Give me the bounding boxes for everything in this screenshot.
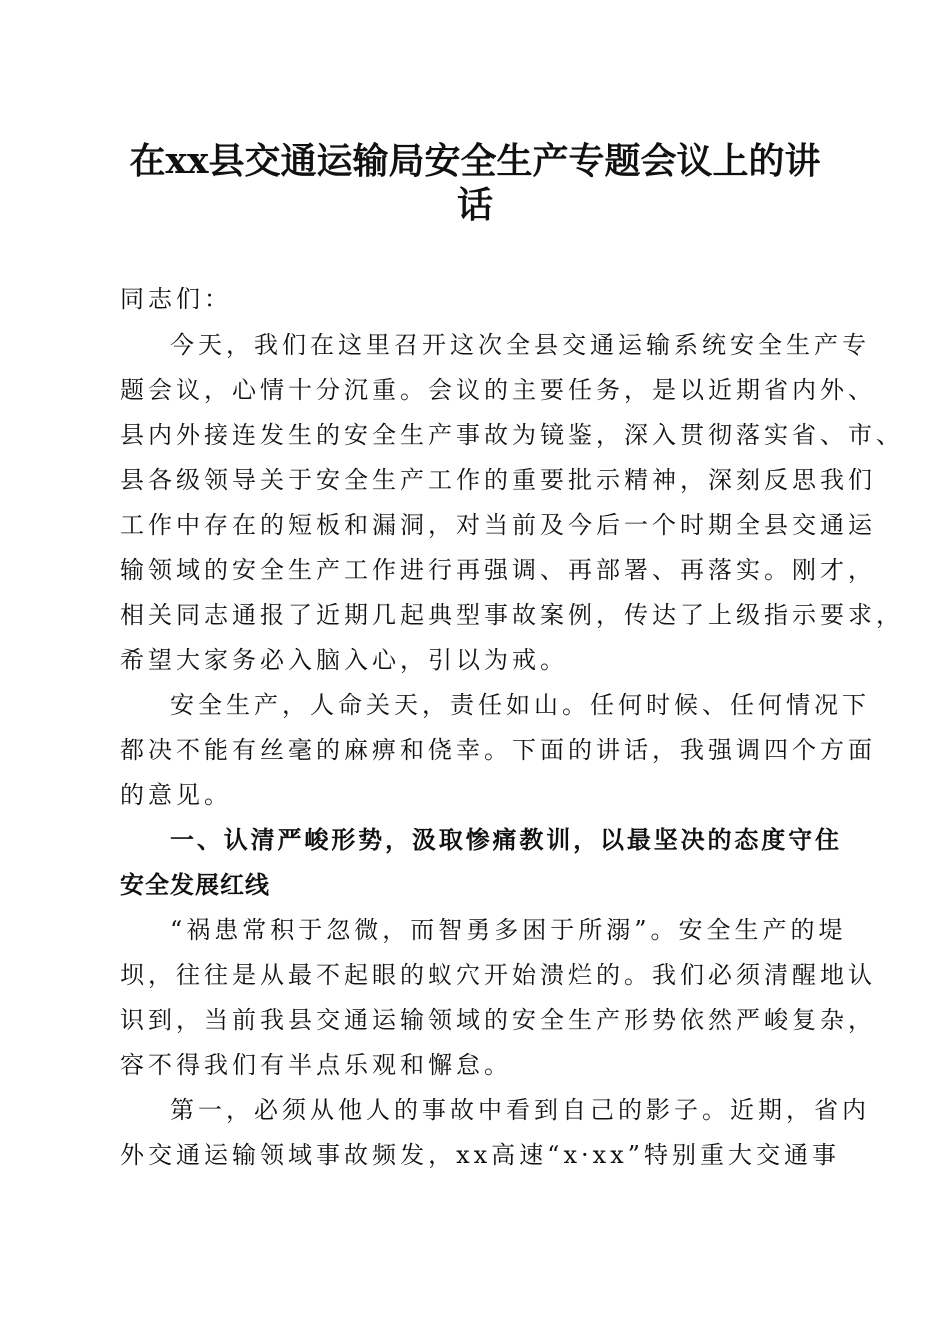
salutation: 同志们：: [120, 285, 232, 313]
paragraph-line: 今天，我们在这里召开这次全县交通运输系统安全生产专: [170, 331, 870, 359]
paragraph-line: 希望大家务必入脑入心，引以为戒。: [120, 646, 568, 674]
paragraph-line: 外交通运输领域事故频发，xx高速“x·xx”特别重大交通事: [120, 1141, 840, 1169]
paragraph-line: 输领域的安全生产工作进行再强调、再部署、再落实。刚才，: [120, 556, 876, 584]
section-heading-line-1: 一、认清严峻形势，汲取惨痛教训，以最坚决的态度守住: [170, 826, 840, 854]
paragraph-line: 工作中存在的短板和漏洞，对当前及今后一个时期全县交通运: [120, 511, 876, 539]
document-title-line-2: 话: [456, 184, 493, 226]
paragraph-line: “祸患常积于忽微，而智勇多困于所溺”。安全生产的堤: [170, 916, 847, 944]
paragraph-line: 识到，当前我县交通运输领域的安全生产形势依然严峻复杂，: [120, 1006, 876, 1034]
paragraph-line: 县内外接连发生的安全生产事故为镜鉴，深入贯彻落实省、市、: [120, 421, 904, 449]
paragraph-line: 相关同志通报了近期几起典型事故案例，传达了上级指示要求，: [120, 601, 904, 629]
paragraph-line: 的意见。: [120, 781, 232, 809]
paragraph-line: 都决不能有丝毫的麻痹和侥幸。下面的讲话，我强调四个方面: [120, 736, 876, 764]
document-title-line-1: 在xx县交通运输局安全生产专题会议上的讲: [129, 140, 821, 182]
paragraph-line: 容不得我们有半点乐观和懈怠。: [120, 1051, 512, 1079]
section-heading-line-2: 安全发展红线: [120, 871, 270, 899]
paragraph-line: 安全生产，人命关天，责任如山。任何时候、任何情况下: [170, 691, 870, 719]
paragraph-line: 坝，往往是从最不起眼的蚁穴开始溃烂的。我们必须清醒地认: [120, 961, 876, 989]
paragraph-line: 县各级领导关于安全生产工作的重要批示精神，深刻反思我们: [120, 466, 876, 494]
paragraph-line: 第一，必须从他人的事故中看到自己的影子。近期，省内: [170, 1096, 870, 1124]
paragraph-line: 题会议，心情十分沉重。会议的主要任务，是以近期省内外、: [120, 376, 876, 404]
